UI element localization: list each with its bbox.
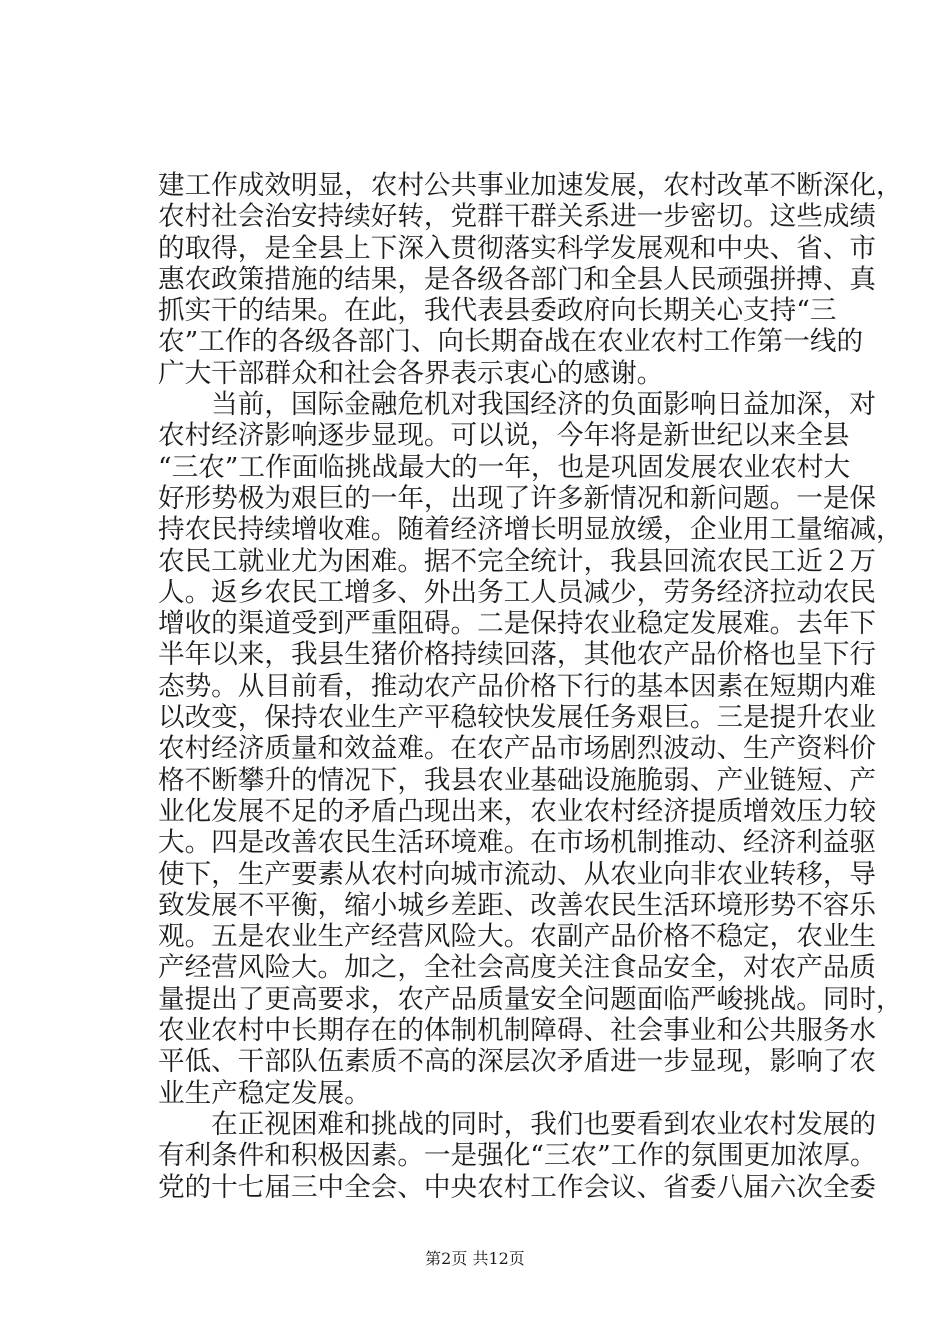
text-line: 业化发展不足的矛盾凸现出来，农业农村经济提质增效压力较	[158, 795, 877, 827]
page-footer: 第2页 共12页	[425, 1249, 525, 1268]
text-line: 好形势极为艰巨的一年，出现了许多新情况和新问题。一是保	[158, 482, 877, 514]
text-line: 当前，国际金融危机对我国经济的负面影响日益加深，对	[158, 389, 877, 421]
text-line: 大。四是改善农民生活环境难。在市场机制推动、经济利益驱	[158, 827, 877, 859]
text-line: 产经营风险大。加之，全社会高度关注食品安全，对农产品质	[158, 952, 877, 984]
text-line: 农民工就业尤为困难。据不完全统计，我县回流农民工近２万	[158, 545, 877, 577]
text-line: 的取得，是全县上下深入贯彻落实科学发展观和中央、省、市	[158, 232, 877, 264]
text-line: 农村经济影响逐步显现。可以说，今年将是新世纪以来全县	[158, 420, 850, 452]
text-line: 农村经济质量和效益难。在农产品市场剧烈波动、生产资料价	[158, 733, 877, 765]
text-line: 农”工作的各级各部门、向长期奋战在农业农村工作第一线的	[158, 326, 864, 358]
text-line: 态势。从目前看，推动农产品价格下行的基本因素在短期内难	[158, 670, 877, 702]
text-line: 以改变，保持农业生产平稳较快发展任务艰巨。三是提升农业	[158, 702, 877, 734]
text-line: 农业农村中长期存在的体制机制障碍、社会事业和公共服务水	[158, 1015, 877, 1047]
text-line: 持农民持续增收难。随着经济增长明显放缓，企业用工量缩减，	[158, 514, 903, 546]
text-line: 业生产稳定发展。	[158, 1077, 371, 1109]
text-line: 半年以来，我县生猪价格持续回落，其他农产品价格也呈下行	[158, 639, 877, 671]
text-line: 增收的渠道受到严重阻碍。二是保持农业稳定发展难。去年下	[158, 608, 877, 640]
text-line: 使下，生产要素从农村向城市流动、从农业向非农业转移，导	[158, 858, 877, 890]
text-line: 农村社会治安持续好转，党群干群关系进一步密切。这些成绩	[158, 201, 877, 233]
text-line: 在正视困难和挑战的同时，我们也要看到农业农村发展的	[158, 1108, 877, 1140]
text-line: 建工作成效明显，农村公共事业加速发展，农村改革不断深化，	[158, 170, 903, 201]
text-line: “三农”工作面临挑战最大的一年，也是巩固发展农业农村大	[158, 451, 851, 483]
text-line: 抓实干的结果。在此，我代表县委政府向长期关心支持“三	[158, 295, 837, 327]
text-line: 广大干部群众和社会各界表示衷心的感谢。	[158, 357, 664, 389]
text-line: 党的十七届三中全会、中央农村工作会议、省委八届六次全委	[158, 1171, 877, 1203]
text-line: 平低、干部队伍素质不高的深层次矛盾进一步显现，影响了农	[158, 1046, 877, 1078]
text-line: 人。返乡农民工增多、外出务工人员减少，劳务经济拉动农民	[158, 576, 877, 608]
text-line: 格不断攀升的情况下，我县农业基础设施脆弱、产业链短、产	[158, 764, 877, 796]
text-line: 惠农政策措施的结果，是各级各部门和全县人民顽强拼搏、真	[158, 263, 877, 295]
text-line: 观。五是农业生产经营风险大。农副产品价格不稳定，农业生	[158, 921, 877, 953]
text-line: 有利条件和积极因素。一是强化“三农”工作的氛围更加浓厚。	[158, 1140, 877, 1172]
text-line: 量提出了更高要求，农产品质量安全问题面临严峻挑战。同时，	[158, 983, 903, 1015]
text-line: 致发展不平衡，缩小城乡差距、改善农民生活环境形势不容乐	[158, 889, 877, 921]
body-text	[158, 170, 903, 1203]
